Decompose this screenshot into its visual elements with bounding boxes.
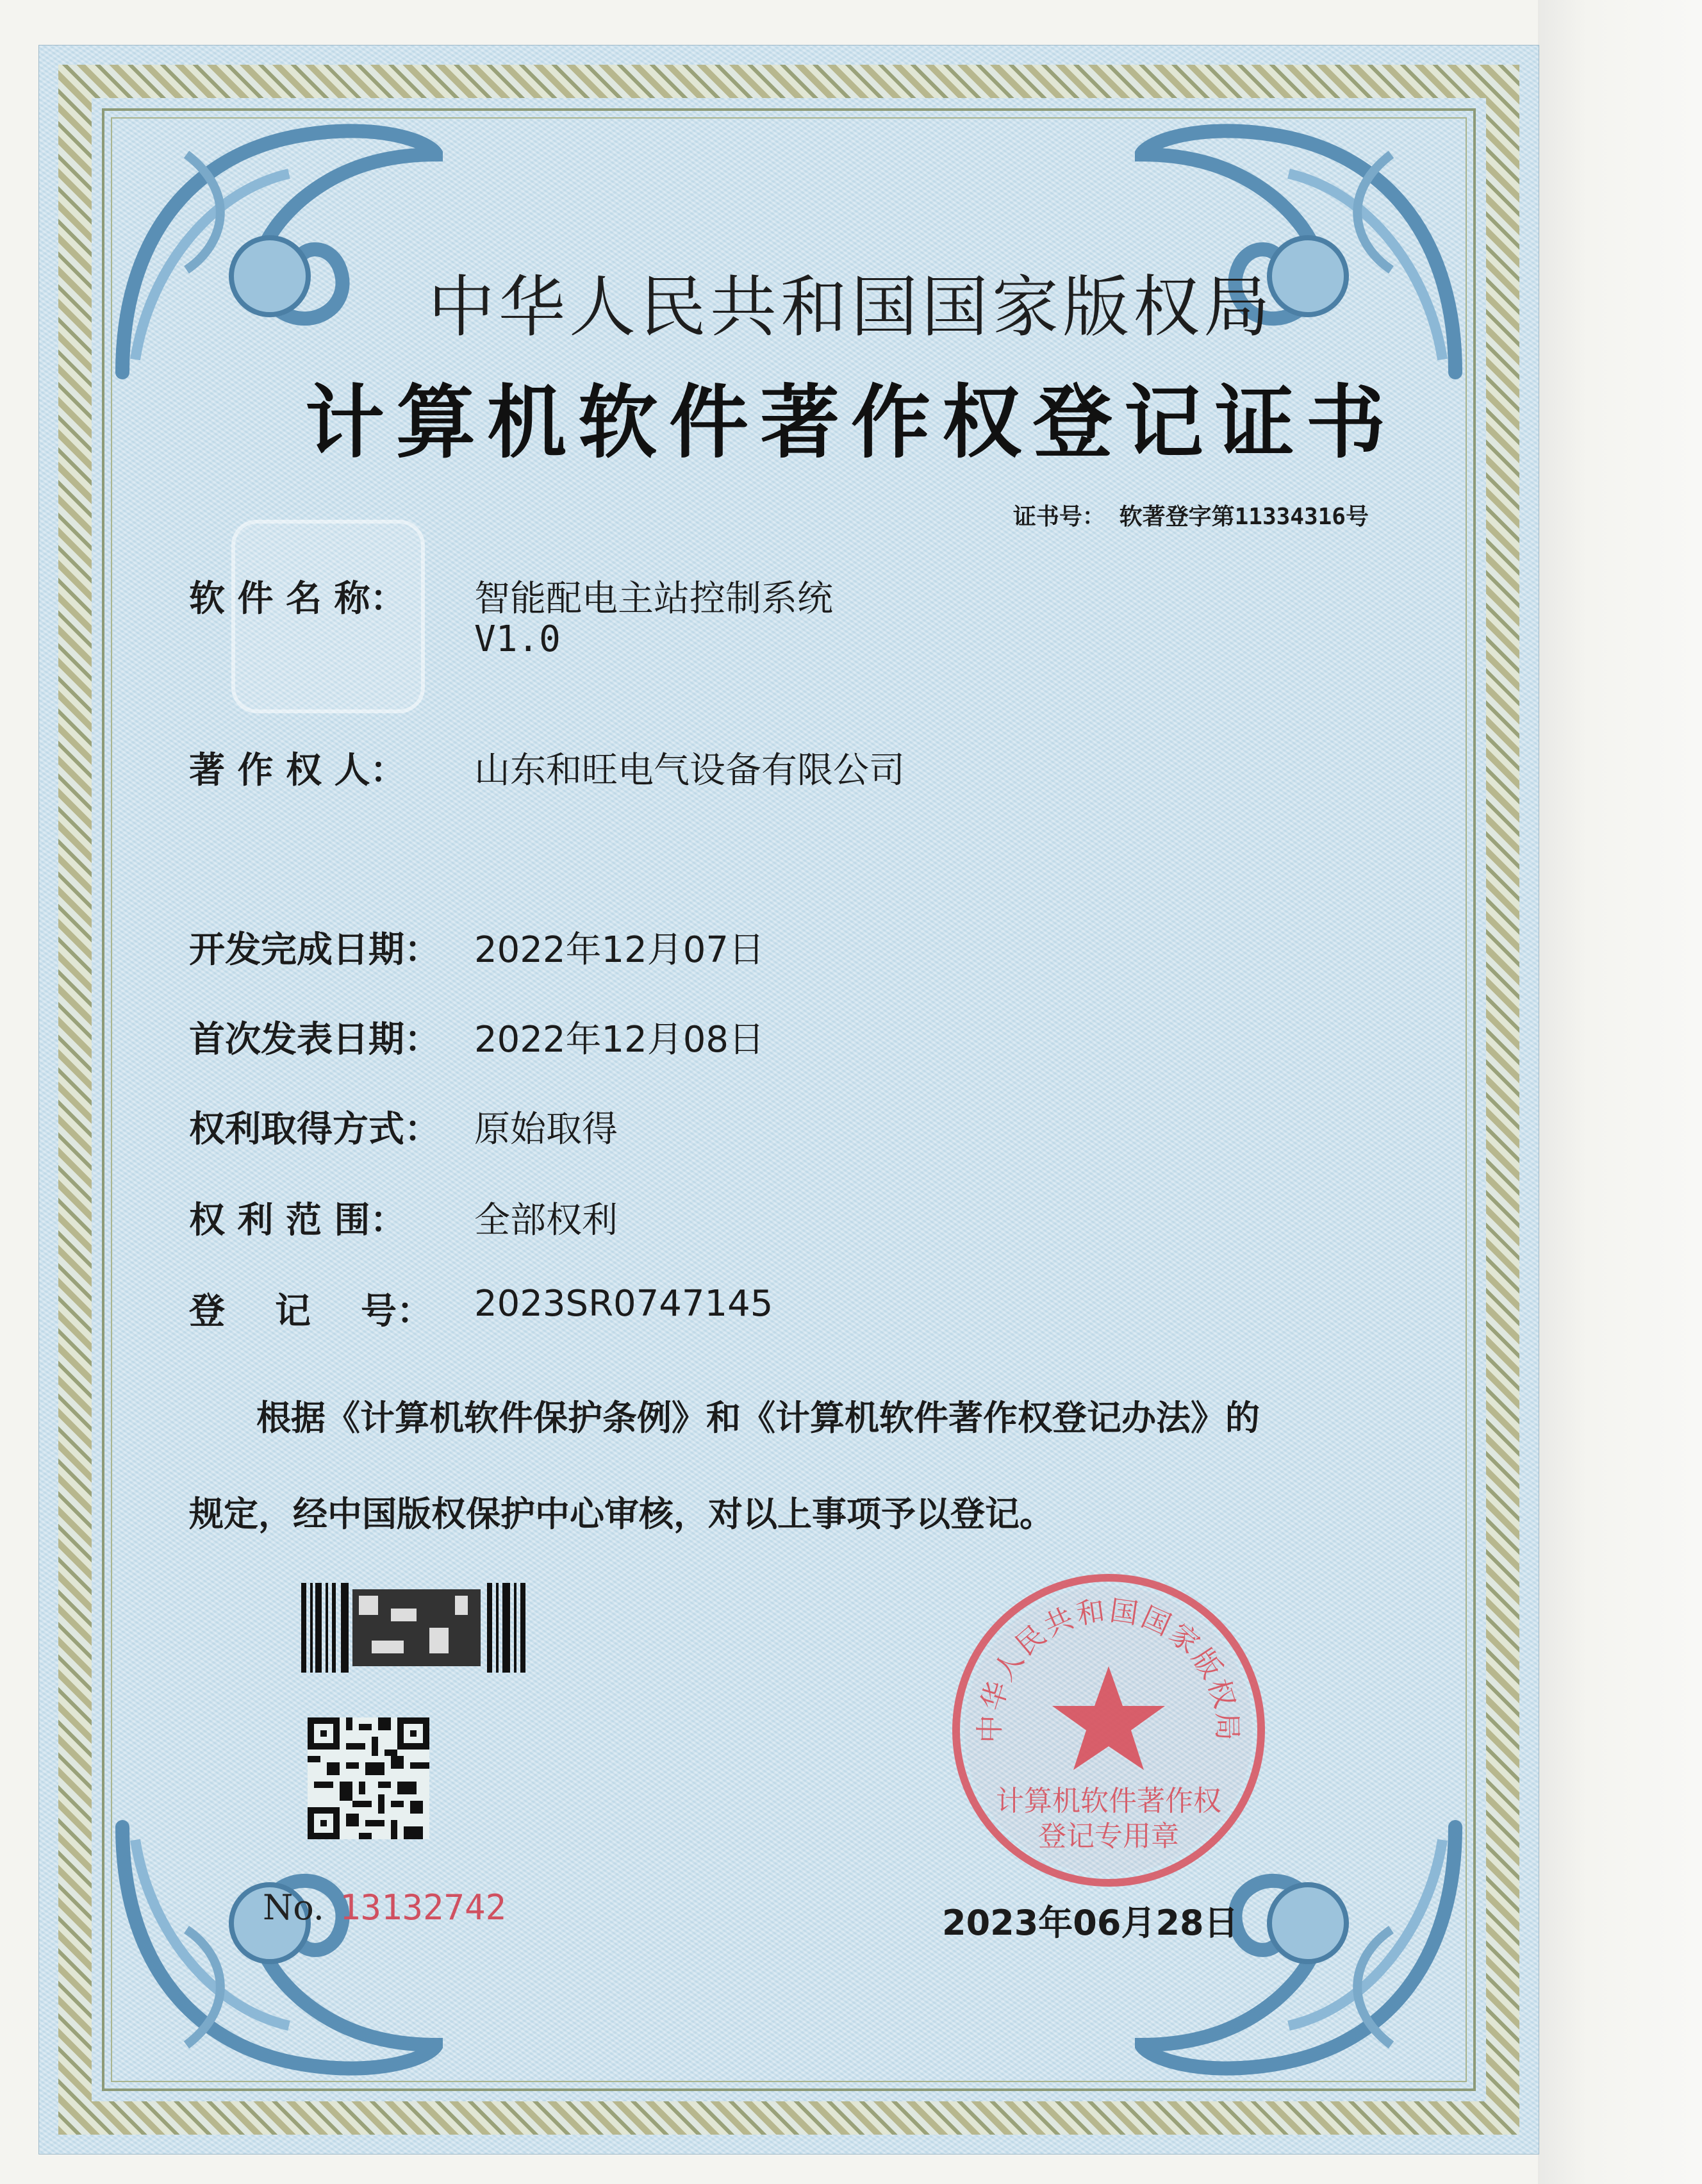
certificate-number-label: 证书号：	[1012, 504, 1105, 530]
official-seal	[942, 1564, 1275, 1897]
seal-line-1: 计算机软件著作权	[996, 1785, 1221, 1817]
owner-value: 山东和旺电气设备有限公司	[474, 750, 905, 791]
serial-prefix: No.	[263, 1887, 324, 1928]
reg-no-value: 2023SR0747145	[474, 1283, 773, 1325]
statement-line-2: 规定，经中国版权保护中心审核，对以上事项予以登记。	[189, 1494, 1054, 1534]
software-name-value: 智能配电主站控制系统	[474, 578, 833, 620]
software-name-label: 软 件 名 称：	[189, 578, 406, 620]
qr-code-icon	[308, 1717, 429, 1839]
issuing-authority: 中华人民共和国国家版权局	[427, 268, 1274, 346]
ornament-corner-bottom-left	[110, 1814, 443, 2083]
serial-number	[263, 1887, 506, 1928]
certificate-number	[1013, 499, 1369, 531]
statement-line-1: 根据《计算机软件保护条例》和《计算机软件著作权登记办法》的	[256, 1398, 1260, 1438]
issue-date: 2023年06月28日	[942, 1903, 1239, 1943]
scope-value: 全部权利	[474, 1200, 618, 1241]
seal-line-2: 登记专用章	[1038, 1820, 1179, 1853]
dev-date-value: 2022年12月07日	[474, 929, 765, 971]
seal-ring-text: 中华人民共和国国家版权局	[973, 1594, 1244, 1744]
certificate-title: 计算机软件著作权登记证书	[304, 376, 1397, 469]
dev-date-label: 开发完成日期：	[189, 929, 440, 971]
certificate-number-value: 软著登字第11334316号	[1119, 504, 1369, 530]
acquire-value: 原始取得	[474, 1109, 618, 1150]
software-version-value: V1.0	[474, 618, 561, 660]
scope-label: 权 利 范 围：	[189, 1200, 406, 1241]
acquire-label: 权利取得方式：	[189, 1109, 440, 1150]
pub-date-value: 2022年12月08日	[474, 1019, 765, 1061]
serial-number-value: 13132742	[339, 1887, 507, 1928]
reg-no-label: 登 记 号：	[189, 1291, 433, 1332]
owner-label: 著 作 权 人：	[189, 750, 406, 791]
pub-date-label: 首次发表日期：	[189, 1019, 440, 1061]
barcode-icon	[301, 1583, 525, 1673]
